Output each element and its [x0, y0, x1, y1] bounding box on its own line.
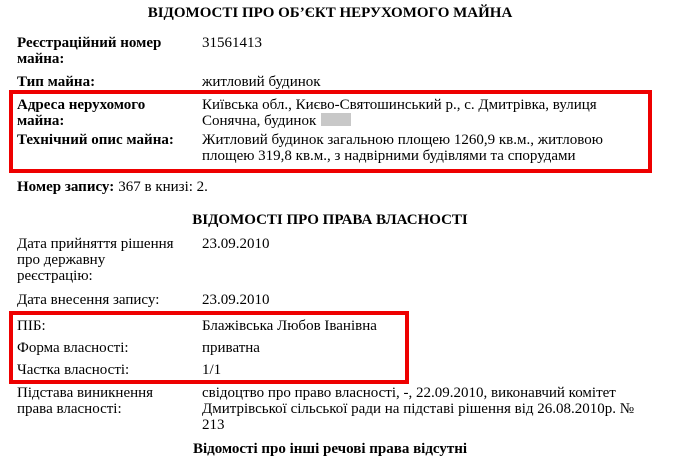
field-row-tech-description: [17, 132, 648, 164]
ownership-share-value: 1/1: [202, 362, 222, 378]
highlight-box-address-description: [9, 90, 652, 173]
entry-date-value: 23.09.2010: [202, 292, 270, 308]
field-row-owner-name: [17, 318, 405, 334]
field-row-ownership-basis: [17, 385, 650, 433]
field-row-ownership-share: [17, 362, 405, 378]
field-row-reg-number: [17, 35, 650, 67]
ownership-form-value: приватна: [202, 340, 260, 356]
entry-date-label: Дата внесення запису:: [17, 292, 160, 308]
field-row-address: [17, 97, 648, 129]
tech-description-label: Технічний опис майна:: [17, 132, 174, 148]
owner-name-value: Блажівська Любов Іванівна: [202, 318, 377, 334]
address-label: Адреса нерухомого майна:: [17, 97, 146, 129]
field-row-entry-date: [17, 292, 650, 308]
ownership-form-label: Форма власності:: [17, 340, 129, 356]
ownership-section-title: ВІДОМОСТІ ПРО ПРАВА ВЛАСНОСТІ: [192, 212, 468, 228]
tech-description-value: Житловий будинок загальною площею 1260,9 кв.м., житловою площею 319,8 кв.м., з надвірними будівлями та спорудами: [202, 132, 603, 164]
other-rights-note: Відомості про інші речові права відсутні: [192, 441, 468, 457]
address-value: [202, 97, 648, 129]
object-section-title: ВІДОМОСТІ ПРО ОБ’ЄКТ НЕРУХОМОГО МАЙНА: [147, 5, 513, 21]
field-row-property-type: [17, 74, 650, 90]
ownership-share-label: Частка власності:: [17, 362, 130, 378]
field-row-decision-date: [17, 236, 650, 284]
record-entry-label: Номер запису:: [17, 179, 115, 195]
ownership-basis-value: свідоцтво про право власності, -, 22.09.2010, виконавчий комітет Дмитрівської сільської ради на підставі рішення від 26.08.2010р. № 213: [202, 385, 635, 433]
address-text: Київська обл., Києво-Святошинський р., с. Дмитрівка, вулиця Сонячна, будинок: [202, 97, 597, 129]
property-type-label: Тип майна:: [17, 74, 96, 90]
owner-name-label: ПІБ:: [17, 318, 46, 334]
ownership-basis-label: Підстава виникнення права власності:: [17, 385, 154, 417]
record-entry-value: 367 в книзі: 2.: [118, 179, 208, 195]
property-type-value: житловий будинок: [202, 74, 321, 90]
field-row-ownership-form: [17, 340, 405, 356]
reg-number-label: Реєстраційний номер майна:: [17, 35, 162, 67]
redacted-house-number: [321, 113, 351, 126]
field-row-record-entry: [17, 179, 650, 195]
highlight-box-owner: [9, 311, 409, 384]
decision-date-label: Дата прийняття рішення про державну реєстрацію:: [17, 236, 174, 284]
decision-date-value: 23.09.2010: [202, 236, 270, 252]
reg-number-value: 31561413: [202, 35, 262, 51]
